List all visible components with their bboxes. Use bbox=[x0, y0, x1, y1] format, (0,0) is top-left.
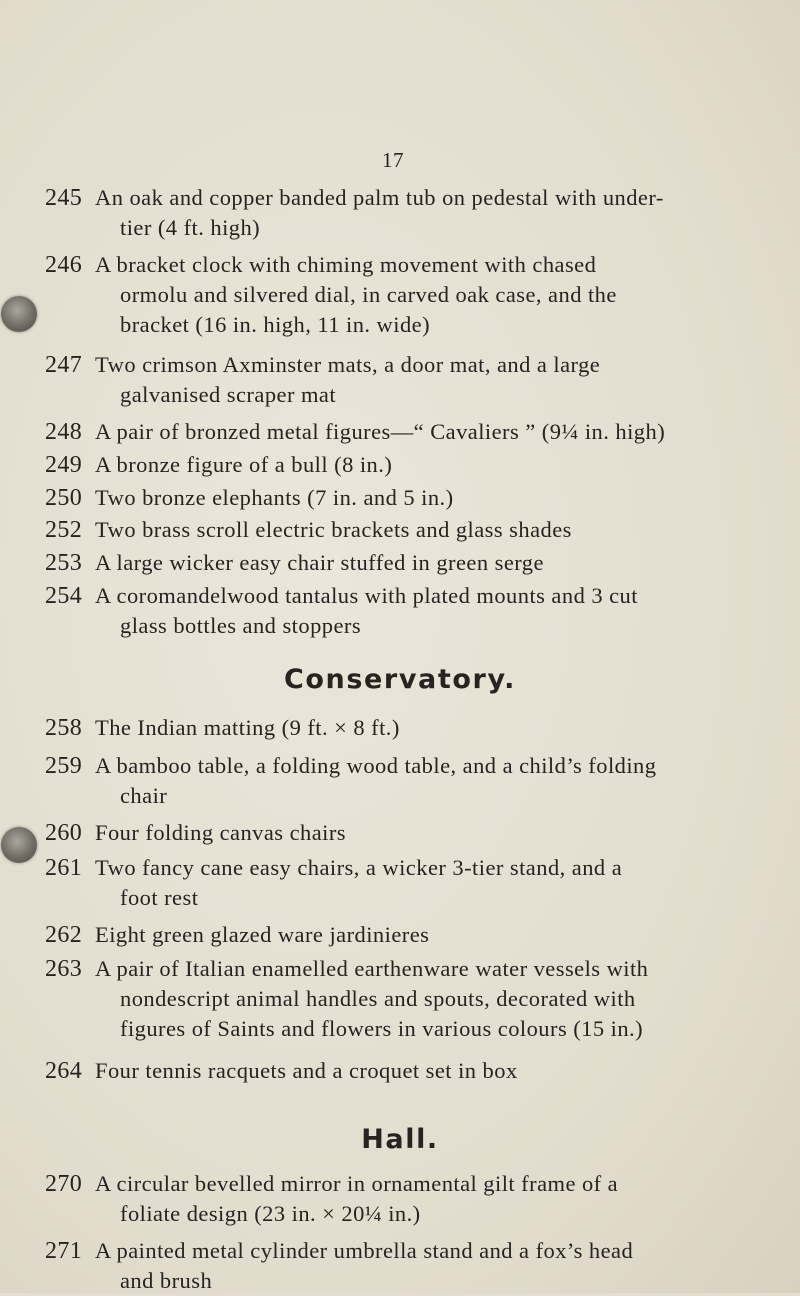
lot-description bbox=[97, 515, 782, 545]
lot-description bbox=[97, 1169, 782, 1229]
description-line: A painted metal cylinder umbrella stand and a fox’s head bbox=[95, 1238, 634, 1263]
lot-description bbox=[97, 1236, 782, 1296]
lot-number: 263 bbox=[45, 956, 83, 982]
lot-description bbox=[97, 450, 782, 480]
lot-description bbox=[97, 853, 782, 913]
description-line: foot rest bbox=[120, 885, 199, 910]
section-heading-hall: Hall. bbox=[361, 1124, 439, 1155]
lot-description bbox=[97, 818, 782, 848]
binder-hole-bottom bbox=[1, 827, 37, 863]
description-line: Four tennis racquets and a croquet set in box bbox=[95, 1058, 518, 1083]
lot-description bbox=[97, 713, 782, 743]
lot-number: 253 bbox=[45, 550, 83, 576]
lot-number: 259 bbox=[45, 753, 83, 779]
lot-number: 250 bbox=[45, 485, 83, 511]
description-line: Two brass scroll electric brackets and glass shades bbox=[95, 517, 572, 542]
lot-number: 264 bbox=[45, 1058, 83, 1084]
lot-number: 245 bbox=[45, 185, 83, 211]
lot-number: 271 bbox=[45, 1238, 83, 1264]
lot-number: 246 bbox=[45, 252, 83, 278]
description-line: A bracket clock with chiming movement with chased bbox=[95, 252, 597, 277]
description-line: A pair of bronzed metal figures—“ Cavaliers ” (9¼ in. high) bbox=[95, 419, 666, 444]
description-line: galvanised scraper mat bbox=[120, 382, 337, 407]
lot-number: 254 bbox=[45, 583, 83, 609]
lot-description bbox=[97, 581, 782, 641]
lot-number: 262 bbox=[45, 922, 83, 948]
description-line: Two fancy cane easy chairs, a wicker 3-tier stand, and a bbox=[95, 855, 623, 880]
description-line: Two bronze elephants (7 in. and 5 in.) bbox=[95, 485, 454, 510]
lot-number: 270 bbox=[45, 1171, 83, 1197]
description-line: A pair of Italian enamelled earthenware water vessels with bbox=[95, 956, 649, 981]
lot-description bbox=[97, 1056, 782, 1086]
description-line: A bronze figure of a bull (8 in.) bbox=[95, 452, 393, 477]
lot-description bbox=[97, 250, 782, 340]
description-line: Four folding canvas chairs bbox=[95, 820, 347, 845]
lot-number: 247 bbox=[45, 352, 83, 378]
description-line: tier (4 ft. high) bbox=[120, 215, 261, 240]
description-line: nondescript animal handles and spouts, decorated with bbox=[120, 986, 636, 1011]
description-line: A large wicker easy chair stuffed in green serge bbox=[95, 550, 544, 575]
description-line: ormolu and silvered dial, in carved oak case, and the bbox=[120, 282, 617, 307]
description-line: bracket (16 in. high, 11 in. wide) bbox=[120, 312, 431, 337]
description-line: An oak and copper banded palm tub on pedestal with under- bbox=[95, 185, 664, 210]
lot-number: 258 bbox=[45, 715, 83, 741]
lot-number: 252 bbox=[45, 517, 83, 543]
lot-number: 248 bbox=[45, 419, 83, 445]
lot-description bbox=[97, 483, 782, 513]
description-line: glass bottles and stoppers bbox=[120, 613, 362, 638]
description-line: A circular bevelled mirror in ornamental gilt frame of a bbox=[95, 1171, 619, 1196]
lot-number: 260 bbox=[45, 820, 83, 846]
description-line: chair bbox=[120, 783, 168, 808]
lot-description bbox=[97, 954, 782, 1044]
description-line: A coromandelwood tantalus with plated mounts and 3 cut bbox=[95, 583, 638, 608]
page-number: 17 bbox=[382, 148, 404, 172]
lot-description bbox=[97, 751, 782, 811]
binder-hole-top bbox=[1, 296, 37, 332]
lot-number: 249 bbox=[45, 452, 83, 478]
description-line: Eight green glazed ware jardinieres bbox=[95, 922, 430, 947]
description-line: Two crimson Axminster mats, a door mat, and a large bbox=[95, 352, 601, 377]
description-line: The Indian matting (9 ft. × 8 ft.) bbox=[95, 715, 400, 740]
section-heading-conservatory: Conservatory. bbox=[283, 664, 517, 695]
lot-description bbox=[97, 183, 782, 243]
description-line: and brush bbox=[120, 1268, 213, 1293]
lot-description bbox=[97, 920, 782, 950]
lot-description bbox=[97, 350, 782, 410]
description-line: foliate design (23 in. × 20¼ in.) bbox=[120, 1201, 421, 1226]
lot-description bbox=[97, 548, 782, 578]
description-line: A bamboo table, a folding wood table, and a child’s folding bbox=[95, 753, 657, 778]
description-line: figures of Saints and flowers in various colours (15 in.) bbox=[120, 1016, 644, 1041]
lot-description bbox=[97, 417, 782, 447]
lot-number: 261 bbox=[45, 855, 83, 881]
